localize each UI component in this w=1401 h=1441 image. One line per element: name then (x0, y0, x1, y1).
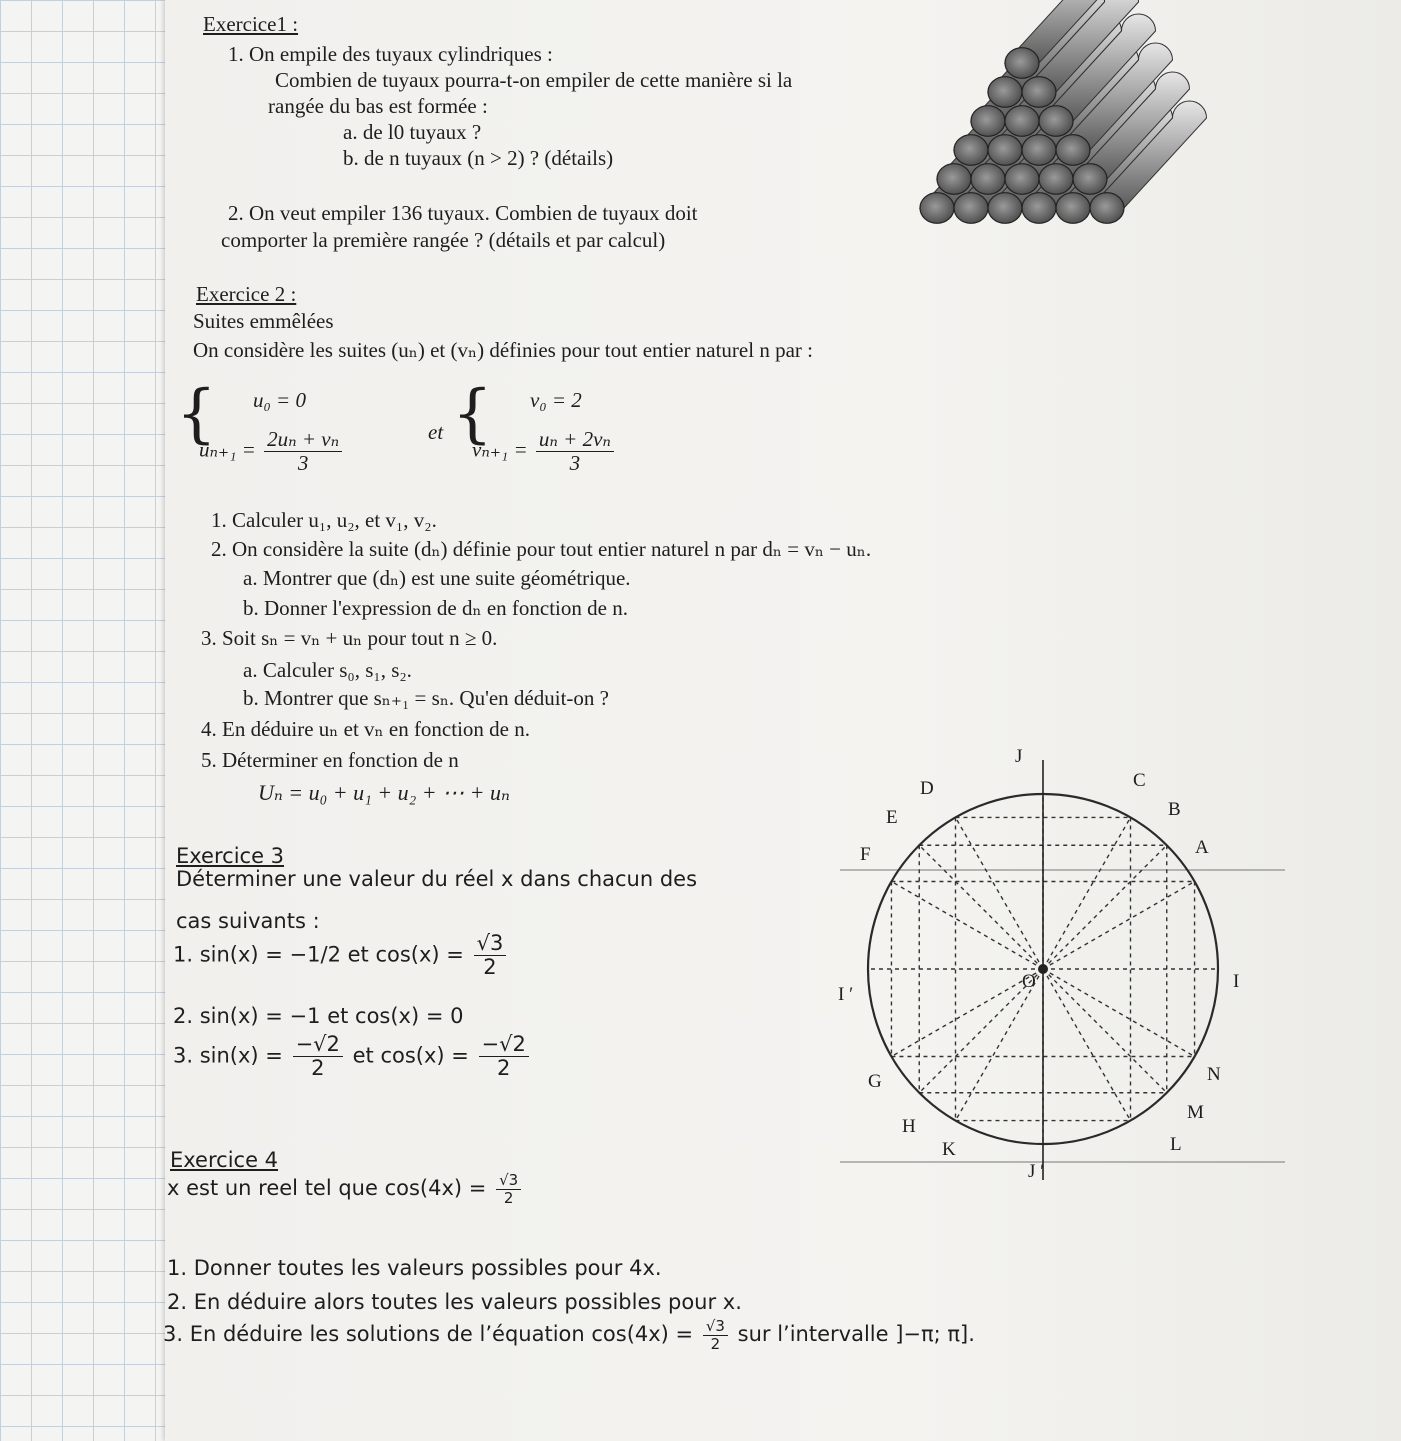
exercise4-intro (167, 1172, 524, 1206)
v0-definition: v₀ = 2 (530, 388, 582, 412)
pipe-end (1073, 164, 1107, 195)
case1-numerator: √3 (474, 932, 507, 956)
pipe-end (1056, 135, 1090, 166)
circle-point-label: G (868, 1071, 882, 1092)
exercise2-question1: 1. Calculer u₁, u₂, et v₁, v₂. (211, 508, 437, 532)
system-u-brace: { (176, 377, 217, 451)
exercise1-question1: 1. On empile des tuyaux cylindriques : (228, 42, 553, 66)
exercise4-question3-right: sur l’intervalle ]−π; π]. (737, 1322, 975, 1346)
circle-point-label: L (1170, 1134, 1182, 1155)
v-recurrence (472, 428, 617, 475)
exercise2-question2b: b. Donner l'expression de dₙ en fonction de n. (243, 596, 628, 620)
exercise1-title: Exercice1 : (203, 12, 299, 36)
radius-line (1043, 845, 1167, 969)
exercise1-question1b: b. de n tuyaux (n > 2) ? (détails) (343, 146, 614, 170)
case3-text-left: 3. sin(x) = (173, 1043, 283, 1068)
pipe-end (1039, 164, 1073, 195)
case3-numerator1: −√2 (293, 1033, 343, 1057)
radius-line (1043, 817, 1131, 969)
circle-point-label: I (1233, 971, 1240, 992)
pipe-end (1005, 164, 1039, 195)
case3-denominator1: 2 (311, 1056, 325, 1081)
circle-point-label: O (1022, 971, 1036, 992)
circle-point-label: E (886, 807, 898, 828)
radius-line (1043, 969, 1195, 1057)
pipe-end (1005, 106, 1039, 137)
exercise4-question3-left: 3. En déduire les solutions de l’équation cos(4x) = (163, 1322, 694, 1346)
case3-denominator2: 2 (497, 1056, 511, 1081)
circle-point-label: M (1187, 1102, 1204, 1123)
pipe-end (1090, 193, 1124, 224)
exercise1-question2: 2. On veut empiler 136 tuyaux. Combien de tuyaux doit (228, 201, 698, 225)
case3-numerator2: −√2 (479, 1033, 529, 1057)
pipe-end (937, 164, 971, 195)
exercise4-question3-denominator: 2 (710, 1334, 721, 1353)
et-connector: et (428, 420, 444, 444)
exercise3-case2: 2. sin(x) = −1 et cos(x) = 0 (173, 1004, 464, 1028)
exercise1-question1-line3: rangée du bas est formée : (268, 94, 488, 118)
exercise2-question5: 5. Déterminer en fonction de n (201, 748, 459, 772)
exercise2-question3a: a. Calculer s₀, s₁, s₂. (243, 658, 412, 682)
u-recurrence-lhs: uₙ₊₁ = (199, 437, 256, 462)
u-recurrence-numerator: 2uₙ + vₙ (264, 428, 342, 452)
circle-point-label: I ′ (838, 984, 854, 1005)
pipe-end (1022, 193, 1056, 224)
exercise4-question1: 1. Donner toutes les valeurs possibles pour 4x. (167, 1256, 662, 1280)
sum-formula: Uₙ = u₀ + u₁ + u₂ + ⋯ + uₙ (258, 780, 510, 805)
u0-definition: u₀ = 0 (253, 388, 306, 412)
case1-text: 1. sin(x) = −1/2 et cos(x) = (173, 942, 464, 967)
system-v-brace: { (452, 377, 493, 451)
exercise3-title: Exercice 3 (176, 844, 285, 868)
pipe-end (1056, 193, 1090, 224)
exercise1-question1a: a. de l0 tuyaux ? (343, 120, 482, 144)
exercise2-intro: On considère les suites (uₙ) et (vₙ) définies pour tout entier naturel n par : (193, 338, 813, 362)
v-recurrence-denominator: 3 (569, 451, 581, 476)
pipe-end (1022, 77, 1056, 108)
case3-text-mid: et cos(x) = (352, 1043, 469, 1068)
exercise2-question2: 2. On considère la suite (dₙ) définie pour tout entier naturel n par dₙ = vₙ − uₙ. (211, 537, 872, 561)
pipe-end (971, 106, 1005, 137)
v-recurrence-numerator: uₙ + 2vₙ (536, 428, 614, 452)
circle-point-label: H (902, 1116, 916, 1137)
pipe-end (988, 135, 1022, 166)
circle-point-label: B (1168, 799, 1181, 820)
circle-point-label: A (1195, 837, 1209, 858)
pipe-end (988, 193, 1022, 224)
pipe-end (1005, 48, 1039, 79)
exercise2-title: Exercice 2 : (196, 282, 297, 306)
exercise2-question3b: b. Montrer que sₙ₊₁ = sₙ. Qu'en déduit-on ? (243, 686, 609, 710)
exercise3-case3 (173, 1033, 532, 1080)
origin-point (1038, 964, 1048, 974)
radius-line (891, 969, 1043, 1057)
exercise2-question2a: a. Montrer que (dₙ) est une suite géométrique. (243, 566, 631, 590)
exercise3-intro: Déterminer une valeur du réel x dans chacun des (176, 867, 698, 891)
radius-line (919, 845, 1043, 969)
circle-point-label: C (1133, 770, 1146, 791)
pipe-end (988, 77, 1022, 108)
pipe-end (954, 193, 988, 224)
pipes-stack-illustration (915, 18, 1200, 238)
exercise2-subtitle: Suites emmêlées (193, 309, 334, 333)
circle-point-label: F (860, 844, 871, 865)
exercise3-case1 (173, 932, 509, 979)
radius-line (956, 817, 1044, 969)
exercise2-question3: 3. Soit sₙ = vₙ + uₙ pour tout n ≥ 0. (201, 626, 498, 650)
circle-point-label: J ′ (1028, 1161, 1045, 1182)
circle-point-label: K (942, 1139, 956, 1160)
exercise4-question3 (163, 1318, 975, 1352)
radius-line (1043, 882, 1195, 970)
circle-point-label: D (920, 778, 934, 799)
exercise4-intro-numerator: √3 (496, 1172, 521, 1190)
exercise4-intro-text: x est un reel tel que cos(4x) = (167, 1176, 487, 1200)
exercise4-question2: 2. En déduire alors toutes les valeurs possibles pour x. (167, 1290, 742, 1314)
u-recurrence (199, 428, 345, 475)
u-recurrence-denominator: 3 (297, 451, 309, 476)
radius-line (1043, 969, 1131, 1121)
pipe-end (920, 193, 954, 224)
radius-line (1043, 969, 1167, 1093)
pipe-end (1022, 135, 1056, 166)
exercise1-question1-line2: Combien de tuyaux pourra-t-on empiler de cette manière si la (275, 68, 793, 92)
case1-denominator: 2 (483, 955, 497, 980)
exercise4-question3-numerator: √3 (703, 1318, 728, 1336)
v-recurrence-lhs: vₙ₊₁ = (472, 437, 528, 462)
pipe-end (954, 135, 988, 166)
exercise4-intro-denominator: 2 (503, 1188, 514, 1207)
radius-line (891, 882, 1043, 970)
pipe-end (1039, 106, 1073, 137)
exercise1-question2-line2: comporter la première rangée ? (détails et par calcul) (221, 228, 666, 252)
circle-point-label: J (1015, 746, 1023, 767)
trigonometric-circle (838, 746, 1285, 1190)
exercise2-question4: 4. En déduire uₙ et vₙ en fonction de n. (201, 717, 530, 741)
exercise3-intro-line2: cas suivants : (176, 909, 320, 933)
exercise4-title: Exercice 4 (170, 1148, 279, 1172)
pipe-end (971, 164, 1005, 195)
circle-point-label: N (1207, 1064, 1221, 1085)
